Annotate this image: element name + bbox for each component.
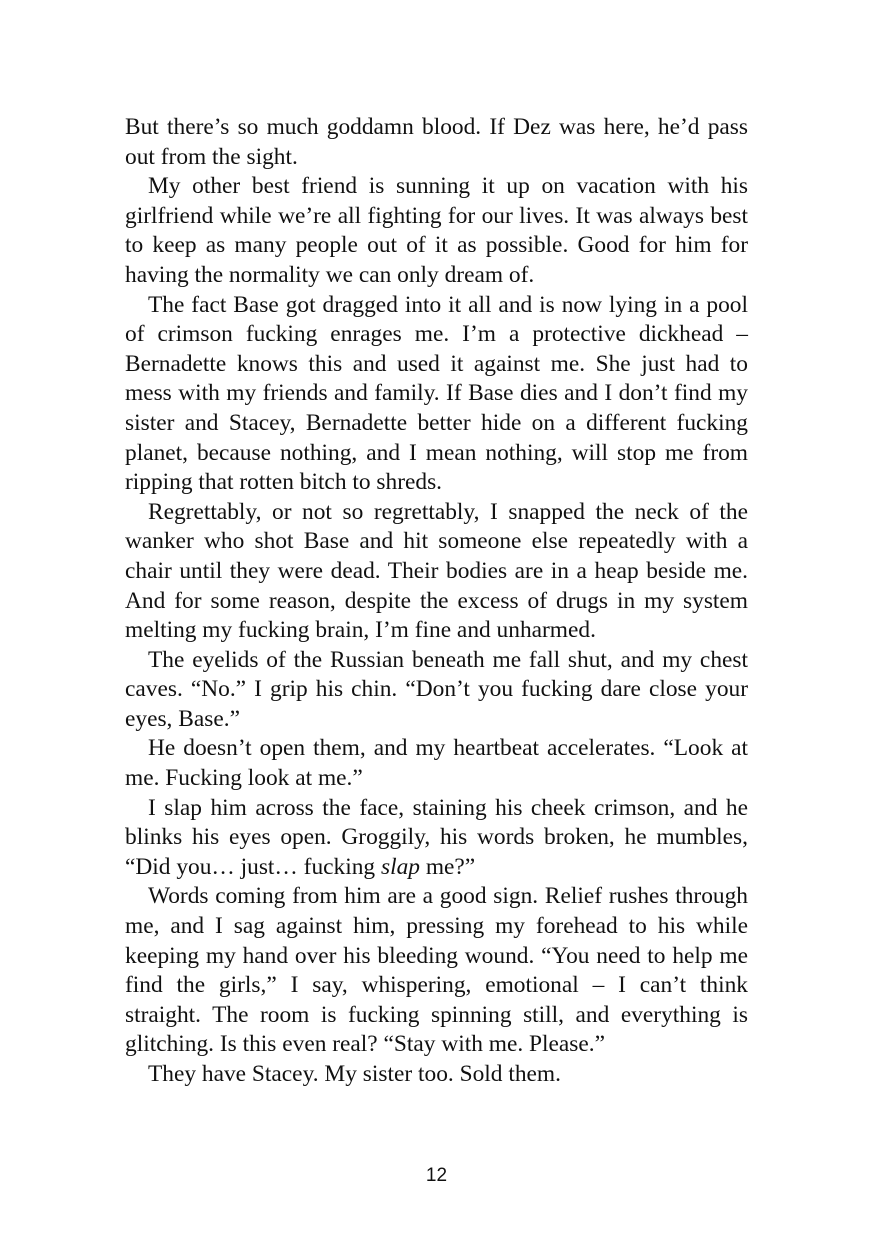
paragraph: The fact Base got dragged into it all and is now lying in a pool of crimson fucking enrages me. I’m a protective dickhead – Bernadette knows this and used it against me. She just had to mess with my friends and family. If Base dies and I don’t find my sister and Stacey, Bernadette better hide on a different fucking planet, because nothing, and I mean nothing, will stop me from ripping that rotten bitch to shreds. xyxy=(125,291,748,496)
paragraph: They have Stacey. My sister too. Sold them. xyxy=(148,1061,561,1087)
paragraph-text: me?” xyxy=(419,853,476,880)
paragraph: The eyelids of the Russian beneath me fall shut, and my chest caves. “No.” I grip his chin. “Don’t you fucking dare close your eyes, Base.” xyxy=(125,646,748,732)
paragraph: Regrettably, or not so regrettably, I snapped the neck of the wanker who shot Base and hit someone else repeatedly with a chair until they were dead. Their bodies are in a heap beside me. And for some reason, despite the excess of drugs in my system melting my fucking brain, I’m fine and unharmed. xyxy=(125,498,748,644)
emphasized-word: slap xyxy=(380,853,420,880)
paragraph: My other best friend is sunning it up on vacation with his girlfriend while we’re all fighting for our lives. It was always best to keep as many people out of it as possible. Good for him for having the normality we can only dream of. xyxy=(125,173,748,288)
page-number: 12 xyxy=(425,1165,448,1186)
paragraph: But there’s so much goddamn blood. If Dez was here, he’d pass out from the sight. xyxy=(125,114,748,170)
paragraph xyxy=(125,794,748,883)
book-page-text xyxy=(125,113,748,1090)
paragraph: Words coming from him are a good sign. Relief rushes through me, and I sag against him, pressing my forehead to his while keeping my hand over his bleeding wound. “You need to help me find the girls,” I say, whispering, emotional – I can’t think straight. The room is fucking spinning still, and everything is glitching. Is this even real? “Stay with me. Please.” xyxy=(125,883,748,1058)
paragraph-text: I slap him across the face, staining his cheek crimson, and he blinks his eyes open. Groggily, his words broken, he mumbles, “Did you… just… fucking xyxy=(125,794,748,880)
paragraph: He doesn’t open them, and my heartbeat accelerates. “Look at me. Fucking look at me.” xyxy=(125,735,748,792)
